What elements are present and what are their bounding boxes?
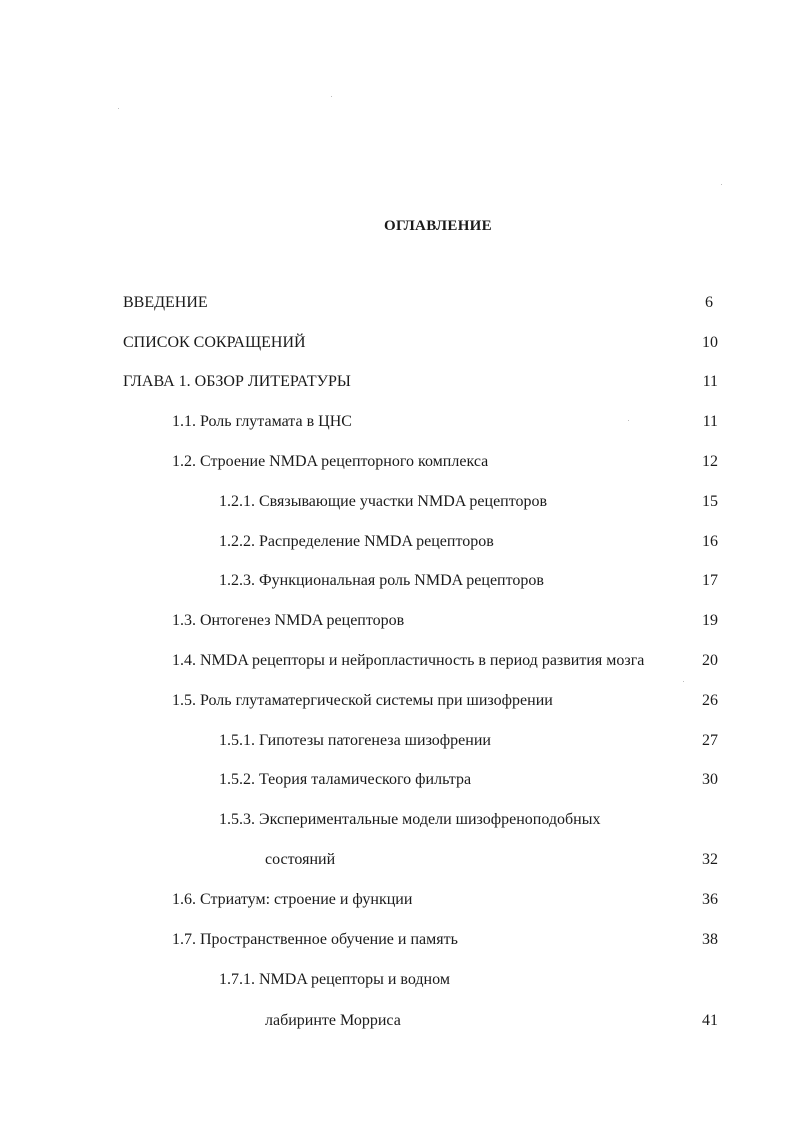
toc-entry-label: 1.2. Строение NMDA рецепторного комплекса xyxy=(172,453,489,470)
scan-speck xyxy=(628,420,629,421)
toc-entry-1-2-1 xyxy=(0,490,793,514)
toc-entry-label: СПИСОК СОКРАЩЕНИЙ xyxy=(123,334,306,351)
toc-entry-label: 1.6. Стриатум: строение и функции xyxy=(172,891,413,908)
toc-entry-abbreviations xyxy=(0,331,793,355)
toc-entry-page: 11 xyxy=(702,413,718,430)
toc-entry-label: 1.2.1. Связывающие участки NMDA рецепторов xyxy=(219,493,548,510)
toc-entry-introduction xyxy=(0,291,793,315)
scan-speck xyxy=(118,108,119,109)
toc-entry-page: 27 xyxy=(702,732,718,749)
toc-entry-1-5-3 xyxy=(0,808,793,832)
toc-entry-label: лабиринте Морриса xyxy=(265,1012,401,1029)
toc-entry-label: 1.2.3. Функциональная роль NMDA рецепторов xyxy=(219,572,544,589)
toc-entry-page: 16 xyxy=(702,533,718,550)
toc-entry-1-1 xyxy=(0,410,793,434)
toc-entry-1-7-1 xyxy=(0,968,793,992)
toc-entry-page: 6 xyxy=(705,294,713,311)
toc-entry-label: ГЛАВА 1. ОБЗОР ЛИТЕРАТУРЫ xyxy=(123,373,351,390)
toc-entry-page: 38 xyxy=(702,931,718,948)
toc-entry-label: 1.1. Роль глутамата в ЦНС xyxy=(172,413,352,430)
toc-entry-1-2-2 xyxy=(0,530,793,554)
toc-entry-1-5-2 xyxy=(0,768,793,792)
toc-entry-label: 1.5. Роль глутаматергической системы при шизофрении xyxy=(172,692,553,709)
scan-speck xyxy=(331,96,332,97)
toc-entry-label: 1.3. Онтогенез NMDA рецепторов xyxy=(172,612,405,629)
toc-entry-1-7-1-continued xyxy=(0,1009,793,1033)
toc-entry-1-7 xyxy=(0,928,793,952)
toc-entry-label: 1.5.2. Теория таламического фильтра xyxy=(219,771,472,788)
toc-entry-page: 30 xyxy=(702,771,718,788)
toc-entry-page: 26 xyxy=(702,692,718,709)
toc-entry-1-5-3-continued xyxy=(0,848,793,872)
toc-entry-page: 17 xyxy=(702,572,718,589)
toc-entry-1-5-1 xyxy=(0,729,793,753)
toc-entry-label: состояний xyxy=(265,851,336,868)
toc-entry-1-2 xyxy=(0,450,793,474)
toc-entry-page: 12 xyxy=(702,453,718,470)
toc-entry-page: 36 xyxy=(702,891,718,908)
toc-entry-page: 10 xyxy=(702,334,718,351)
scan-speck xyxy=(721,184,722,185)
toc-entry-chapter-1 xyxy=(0,370,793,394)
toc-entry-page: 15 xyxy=(702,493,718,510)
toc-entry-label: ВВЕДЕНИЕ xyxy=(123,294,208,311)
toc-heading: ОГЛАВЛЕНИЕ xyxy=(384,218,492,234)
toc-entry-label: 1.5.1. Гипотезы патогенеза шизофрении xyxy=(219,732,491,749)
toc-entry-label: 1.4. NMDA рецепторы и нейропластичность в период развития мозга xyxy=(172,652,645,669)
toc-entry-label: 1.5.3. Экспериментальные модели шизофреноподобных xyxy=(219,811,601,828)
toc-entry-1-6 xyxy=(0,888,793,912)
toc-entry-page: 41 xyxy=(702,1012,718,1029)
toc-entry-1-3 xyxy=(0,609,793,633)
toc-entry-label: 1.7.1. NMDA рецепторы и водном xyxy=(219,971,450,988)
toc-entry-page: 19 xyxy=(702,612,718,629)
toc-entry-1-4 xyxy=(0,649,793,673)
toc-entry-label: 1.2.2. Распределение NMDA рецепторов xyxy=(219,533,494,550)
toc-entry-page: 32 xyxy=(702,851,718,868)
toc-entry-1-2-3 xyxy=(0,569,793,593)
toc-entry-1-5 xyxy=(0,689,793,713)
toc-entry-label: 1.7. Пространственное обучение и память xyxy=(172,931,458,948)
toc-entry-page: 11 xyxy=(702,373,718,390)
scan-speck xyxy=(683,681,684,682)
toc-entry-page: 20 xyxy=(702,652,718,669)
